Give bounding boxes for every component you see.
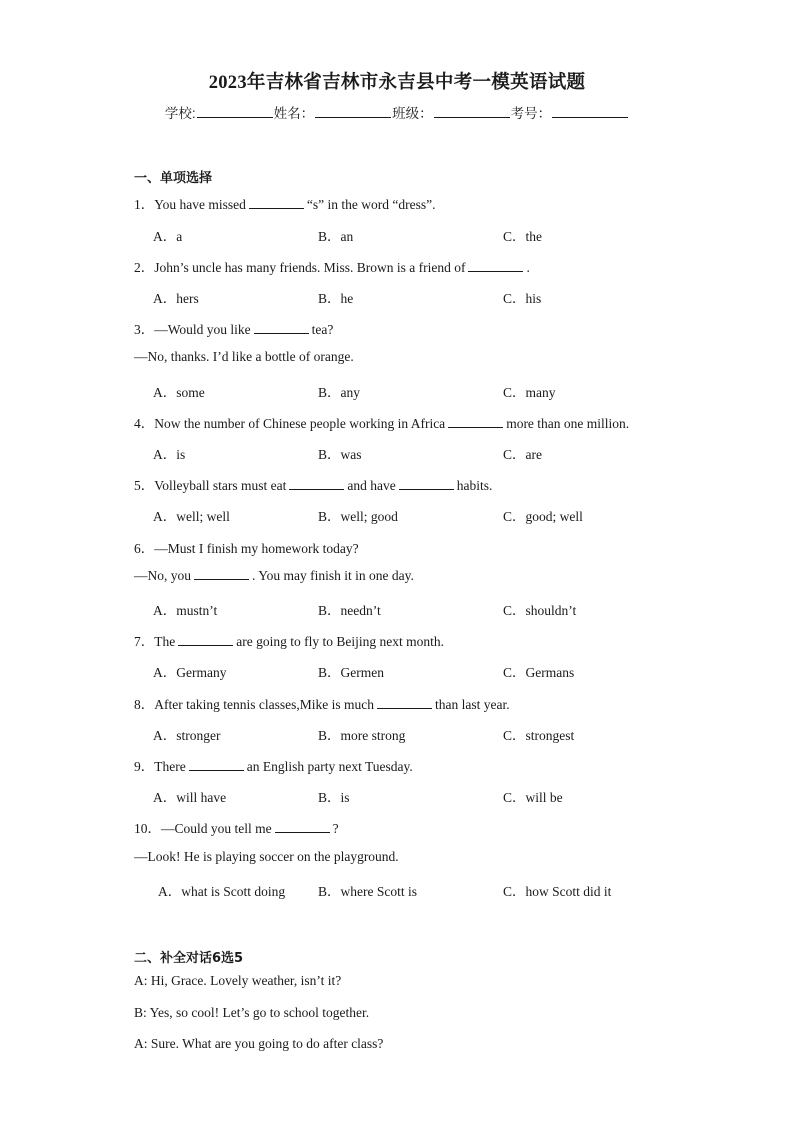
answer-blank[interactable]	[377, 697, 432, 709]
option-b[interactable]: B．Germen	[318, 665, 384, 680]
question-6-reply: —No, you . You may finish it in one day.	[134, 568, 414, 583]
option-c[interactable]: C．shouldn’t	[503, 603, 577, 618]
question-7: 7．The are going to fly to Beijing next month.	[134, 634, 444, 649]
question-9: 9．There an English party next Tuesday.	[134, 759, 413, 774]
option-b[interactable]: B．he	[318, 291, 354, 306]
answer-blank[interactable]	[448, 416, 503, 428]
option-a[interactable]: A．is	[153, 447, 186, 462]
question-6: 6．—Must I finish my homework today?	[134, 541, 359, 556]
question-10: 10．—Could you tell me ?	[134, 821, 339, 836]
option-c[interactable]: C．many	[503, 385, 556, 400]
answer-blank[interactable]	[189, 759, 244, 771]
answer-blank[interactable]	[194, 568, 249, 580]
school-field[interactable]	[197, 105, 273, 118]
option-b[interactable]: B．where Scott is	[318, 884, 417, 899]
option-c[interactable]: C．his	[503, 291, 542, 306]
option-a[interactable]: A．hers	[153, 291, 199, 306]
question-4: 4．Now the number of Chinese people working in Africa more than one million.	[134, 416, 630, 431]
id-label: 考号：	[510, 106, 552, 121]
option-a[interactable]: A．a	[153, 229, 183, 244]
answer-blank[interactable]	[468, 260, 523, 272]
question-2: 2．John’s uncle has many friends. Miss. Brown is a friend of .	[134, 260, 530, 275]
option-c[interactable]: C．Germans	[503, 665, 575, 680]
name-label: 姓名：	[273, 106, 315, 121]
answer-blank[interactable]	[249, 197, 304, 209]
student-info-row	[0, 102, 794, 122]
option-b[interactable]: B．is	[318, 790, 350, 805]
option-c[interactable]: C．are	[503, 447, 542, 462]
option-b[interactable]: B．more strong	[318, 728, 406, 743]
option-a[interactable]: A．Germany	[153, 665, 227, 680]
question-1: 1．You have missed “s” in the word “dress”.	[134, 197, 436, 212]
answer-blank[interactable]	[275, 821, 330, 833]
option-b[interactable]: B．needn’t	[318, 603, 381, 618]
question-8: 8．After taking tennis classes,Mike is much than last year.	[134, 697, 510, 712]
option-b[interactable]: B．well; good	[318, 509, 398, 524]
dialogue-line: A: Hi, Grace. Lovely weather, isn’t it?	[134, 973, 342, 988]
name-field[interactable]	[315, 105, 391, 118]
question-10-reply: —Look! He is playing soccer on the playground.	[134, 849, 399, 864]
option-a[interactable]: A．what is Scott doing	[158, 884, 286, 899]
option-a[interactable]: A．mustn’t	[153, 603, 218, 618]
question-3-reply: —No, thanks. I’d like a bottle of orange.	[134, 349, 354, 364]
answer-blank[interactable]	[399, 478, 454, 490]
dialogue-line: A: Sure. What are you going to do after class?	[134, 1036, 384, 1051]
question-3: 3．—Would you like tea?	[134, 322, 334, 337]
question-5: 5．Volleyball stars must eat and have habits.	[134, 478, 493, 493]
option-b[interactable]: B．was	[318, 447, 362, 462]
option-b[interactable]: B．any	[318, 385, 360, 400]
option-c[interactable]: C．the	[503, 229, 542, 244]
option-c[interactable]: C．how Scott did it	[503, 884, 612, 899]
school-label: 学校:	[164, 106, 196, 121]
answer-blank[interactable]	[289, 478, 344, 490]
dialogue-line: B: Yes, so cool! Let’s go to school together.	[134, 1005, 370, 1020]
option-c[interactable]: C．will be	[503, 790, 563, 805]
option-a[interactable]: A．some	[153, 385, 205, 400]
section-title-dialogue: 二、补全对话6选5	[134, 951, 244, 966]
class-label: 班级：	[392, 106, 433, 121]
page-title: 2023年吉林省吉林市永吉县中考一模英语试题	[208, 73, 586, 93]
option-a[interactable]: A．stronger	[153, 728, 221, 743]
option-a[interactable]: A．well; well	[153, 509, 230, 524]
option-c[interactable]: C．strongest	[503, 728, 575, 743]
answer-blank[interactable]	[178, 634, 233, 646]
section-title-single-choice: 一、单项选择	[134, 171, 213, 186]
option-a[interactable]: A．will have	[153, 790, 227, 805]
answer-blank[interactable]	[254, 322, 309, 334]
class-field[interactable]	[434, 105, 510, 118]
id-field[interactable]	[552, 105, 628, 118]
option-b[interactable]: B．an	[318, 229, 354, 244]
option-c[interactable]: C．good; well	[503, 509, 583, 524]
